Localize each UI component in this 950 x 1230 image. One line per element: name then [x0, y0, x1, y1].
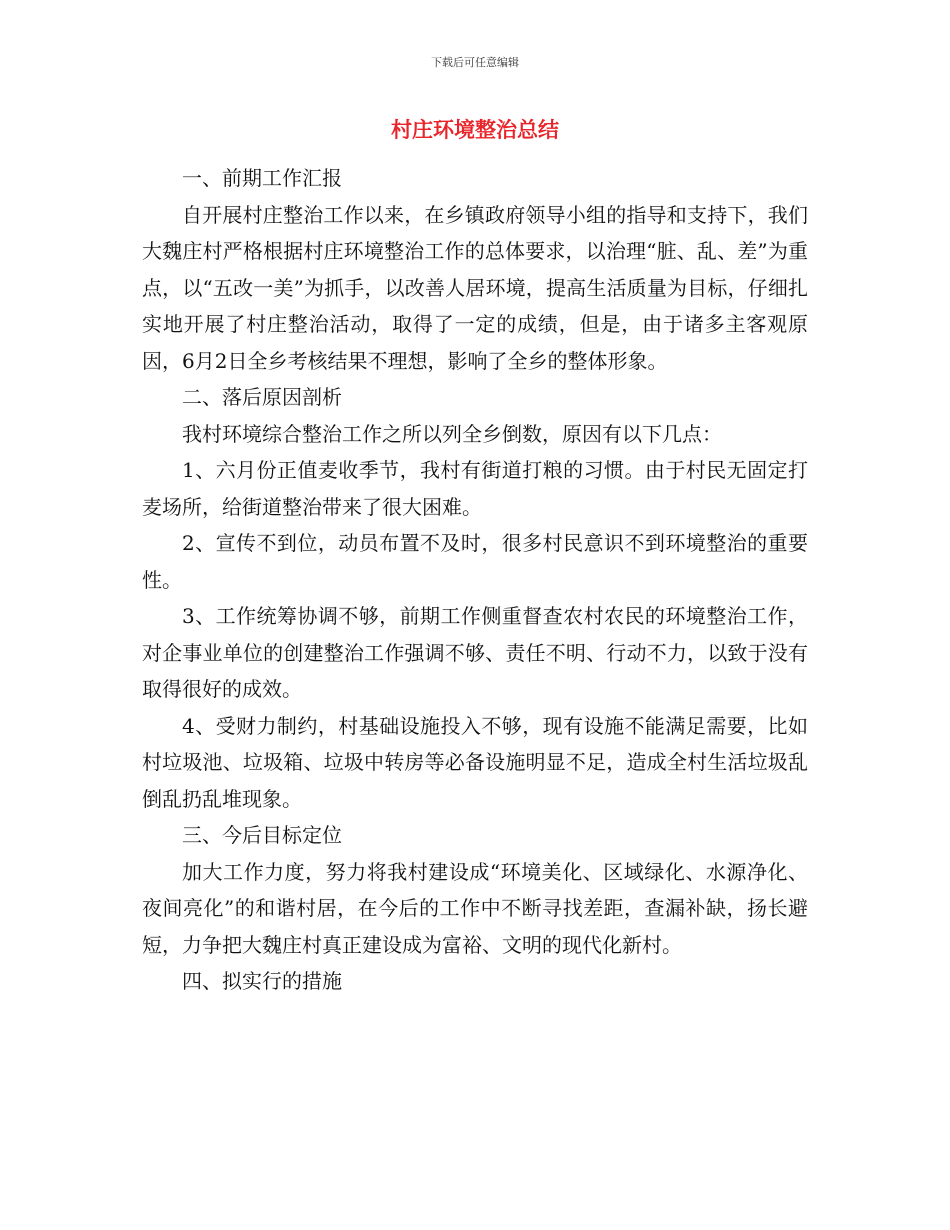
- list-item: 3、工作统筹协调不够，前期工作侧重督查农村农民的环境整治工作，对企事业单位的创建整治工作强调不够、责任不明、行动不力，以致于没有取得很好的成效。: [142, 604, 808, 701]
- paragraph: 我村环境综合整治工作之所以列全乡倒数，原因有以下几点：: [182, 421, 722, 446]
- section-heading-2: 二、落后原因剖析: [182, 385, 342, 409]
- list-item: 2、宣传不到位，动员布置不及时，很多村民意识不到环境整治的重要性。: [142, 531, 808, 592]
- section-heading-1: 一、前期工作汇报: [182, 166, 342, 190]
- list-item: 4、受财力制约，村基础设施投入不够，现有设施不能满足需要，比如村垃圾池、垃圾箱、垃圾中转房等必备设施明显不足，造成全村生活垃圾乱倒乱扔乱堆现象。: [142, 713, 808, 811]
- section-heading-3: 三、今后目标定位: [182, 823, 342, 847]
- paragraph: 加大工作力度，努力将我村建设成“环境美化、区域绿化、水源净化、夜间亮化”的和谐村居，在今后的工作中不断寻找差距，查漏补缺，扬长避短，力争把大魏庄村真正建设成为富裕、文明的现代化新村。: [142, 859, 808, 957]
- section-heading-4: 四、拟实行的措施: [182, 969, 342, 993]
- list-item: 1、六月份正值麦收季节，我村有街道打粮的习惯。由于村民无固定打麦场所，给街道整治带来了很大困难。: [142, 458, 808, 519]
- document-title: 村庄环境整治总结: [391, 118, 559, 142]
- paragraph: 自开展村庄整治工作以来，在乡镇政府领导小组的指导和支持下，我们大魏庄村严格根据村庄环境整治工作的总体要求，以治理“脏、乱、差”为重点，以“五改一美”为抓手，以改善人居环境，提高生活质量为目标，仔细扎实地开展了村庄整治活动，取得了一定的成绩，但是，由于诸多主客观原因，6月2日全乡考核结果不理想，影响了全乡的整体形象。: [142, 202, 808, 373]
- document-body: [142, 160, 808, 1000]
- header-note: 下载后可任意编辑: [431, 56, 519, 69]
